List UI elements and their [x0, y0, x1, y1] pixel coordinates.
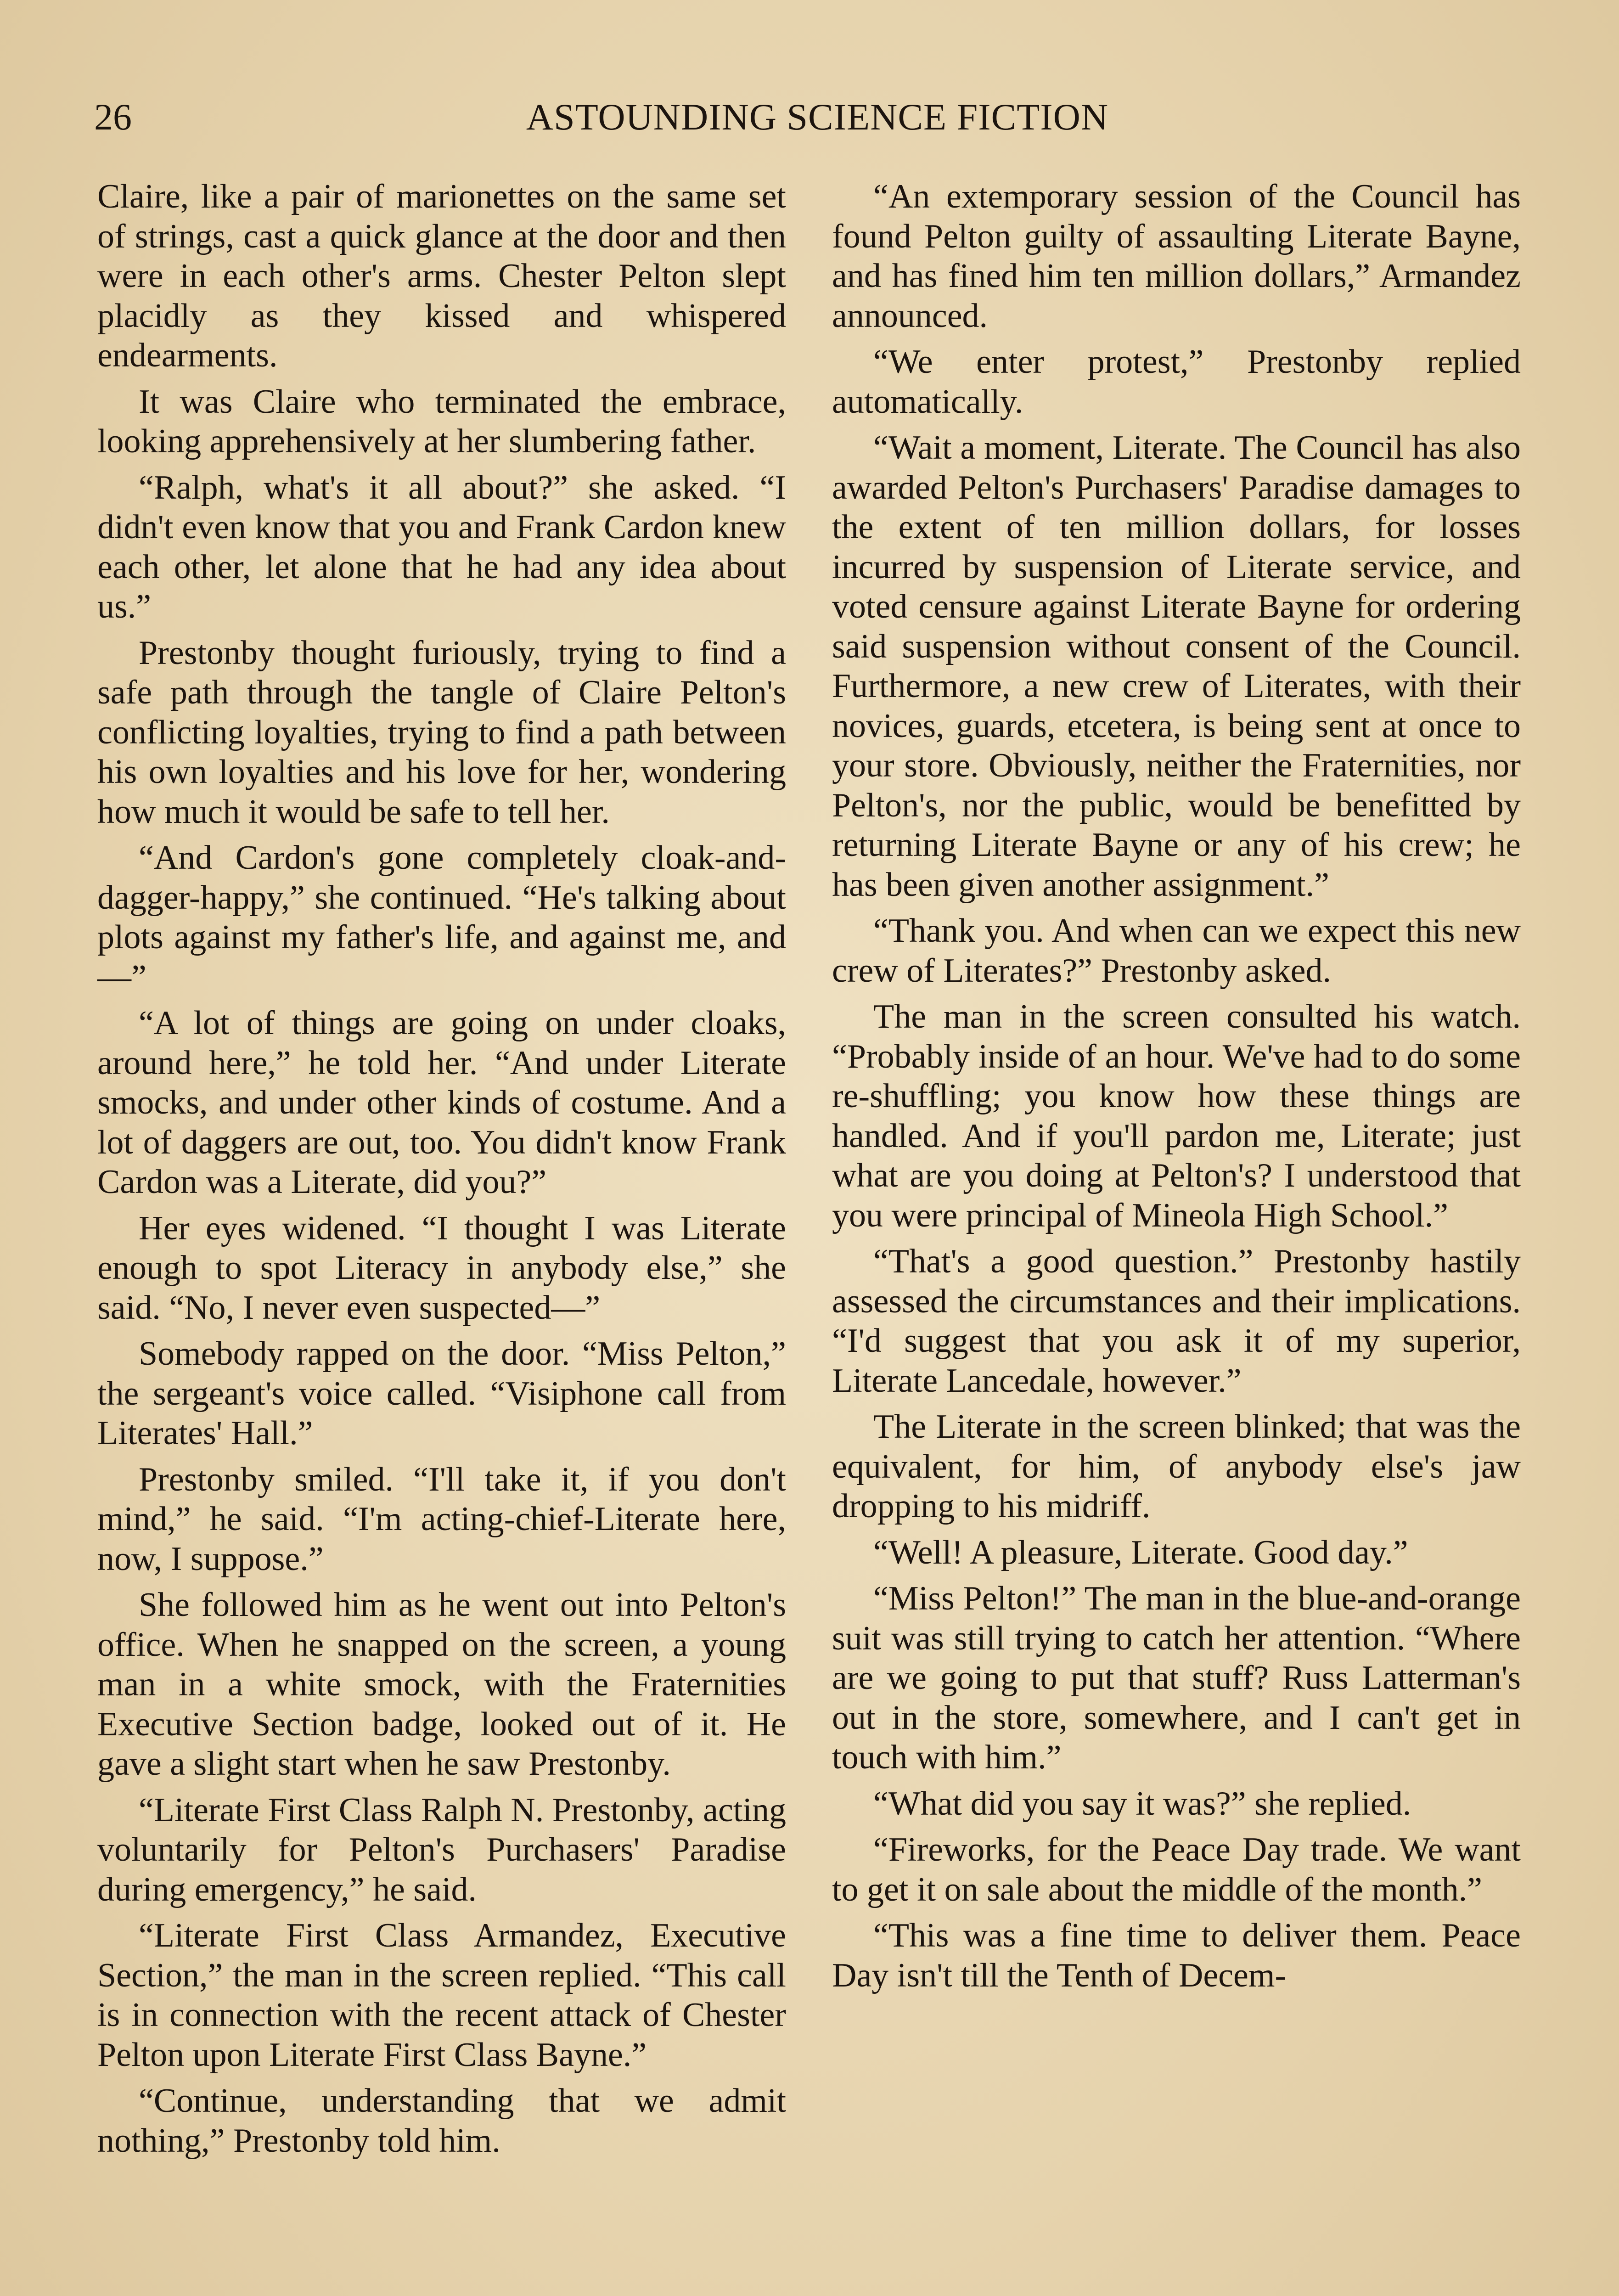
paragraph: “Fireworks, for the Peace Day trade. We want to get it on sale about the middle of the month.”: [832, 1831, 1521, 1908]
paragraph: “Ralph, what's it all about?” she asked. “I didn't even know that you and Frank Cardon knew each other, let alone that he had any idea about us.”: [97, 468, 786, 625]
paragraph: The man in the screen consulted his watch. “Probably inside of an hour. We've had to do some re-shuffling; you know how these things are handled. And if you'll pardon me, Literate; just what are you doing at Pelton's? I understood that you were principal of Mineola High School.”: [832, 998, 1521, 1234]
paragraph: Somebody rapped on the door. “Miss Pelton,” the sergeant's voice called. “Visiphone call from Literates' Hall.”: [97, 1335, 786, 1452]
paragraph: It was Claire who terminated the embrace, looking apprehensively at her slumbering father.: [97, 383, 786, 460]
paragraph: “Thank you. And when can we expect this new crew of Literates?” Prestonby asked.: [832, 912, 1521, 990]
paragraph: Claire, like a pair of marionettes on the same set of strings, cast a quick glance at the door and then were in each other's arms. Chester Pelton slept placidly as they kissed and whispered endearments.: [97, 178, 786, 374]
paragraph: “A lot of things are going on under cloaks, around here,” he told her. “And under Literate smocks, and under other kinds of costume. And a lot of daggers are out, too. You didn't know Frank Cardon was a Literate, did you?”: [97, 1004, 786, 1201]
paragraph: “Literate First Class Ralph N. Prestonby, acting voluntarily for Pelton's Purchasers' Paradise during emergency,” he said.: [97, 1791, 786, 1908]
page-header: [94, 92, 1540, 142]
paragraph: “Miss Pelton!” The man in the blue-and-orange suit was still trying to catch her attention. “Where are we going to put that stuff? Russ Latterman's out in the store, somewhere, and I can't get in touch with him.”: [832, 1580, 1521, 1776]
paragraph: “Wait a moment, Literate. The Council has also awarded Pelton's Purchasers' Paradise damages to the extent of ten million dollars, for losses incurred by suspension of Literate service, and voted censure against Literate Bayne for ordering said suspension without consent of the Council. Furthermore, a new crew of Literates, with their novices, guards, etcetera, is being sent at once to your store. Obviously, neither the Fraternities, nor Pelton's, nor the public, would be benefitted by returning Literate Bayne or any of his crew; he has been given another assignment.”: [832, 429, 1521, 904]
paragraph: “This was a fine time to deliver them. Peace Day isn't till the Tenth of Decem-: [832, 1917, 1521, 1994]
paragraph: “Well! A pleasure, Literate. Good day.”: [873, 1533, 1408, 1571]
page-number: 26: [94, 96, 132, 138]
left-column: [97, 177, 786, 2167]
paragraph: “Literate First Class Armandez, Executive Section,” the man in the screen replied. “This call is in connection with the recent attack of Chester Pelton upon Literate First Class Bayne.”: [97, 1917, 786, 2074]
paragraph: Her eyes widened. “I thought I was Literate enough to spot Literacy in anybody else,” she said. “No, I never even suspected—”: [97, 1209, 786, 1327]
paragraph: “We enter protest,” Prestonby replied automatically.: [832, 343, 1521, 421]
paragraph: “An extemporary session of the Council has found Pelton guilty of assaulting Literate Bayne, and has fined him ten million dollars,” Armandez announced.: [832, 178, 1521, 335]
paragraph: Prestonby smiled. “I'll take it, if you don't mind,” he said. “I'm acting-chief-Literate here, now, I suppose.”: [97, 1460, 786, 1578]
paragraph: The Literate in the screen blinked; that was the equivalent, for him, of anybody else's jaw dropping to his midriff.: [832, 1408, 1521, 1525]
paragraph: “That's a good question.” Prestonby hastily assessed the circumstances and their implications. “I'd suggest that you ask it of my superior, Literate Lancedale, however.”: [832, 1243, 1521, 1400]
paragraph: “And Cardon's gone completely cloak-and-dagger-happy,” she continued. “He's talking about plots against my father's life, and against me, and—”: [97, 839, 786, 996]
paragraph: “Continue, understanding that we admit nothing,” Prestonby told him.: [97, 2082, 786, 2160]
paragraph: She followed him as he went out into Pelton's office. When he snapped on the screen, a young man in a white smock, with the Fraternities Executive Section badge, looked out of it. He gave a slight start when he saw Prestonby.: [97, 1586, 786, 1783]
paragraph: Prestonby thought furiously, trying to find a safe path through the tangle of Claire Pelton's conflicting loyalties, trying to find a path between his own loyalties and his love for her, wondering how much it would be safe to tell her.: [97, 634, 786, 831]
running-title: ASTOUNDING SCIENCE FICTION: [526, 96, 1109, 138]
right-column: [832, 177, 1521, 2002]
paragraph: “What did you say it was?” she replied.: [873, 1784, 1411, 1823]
